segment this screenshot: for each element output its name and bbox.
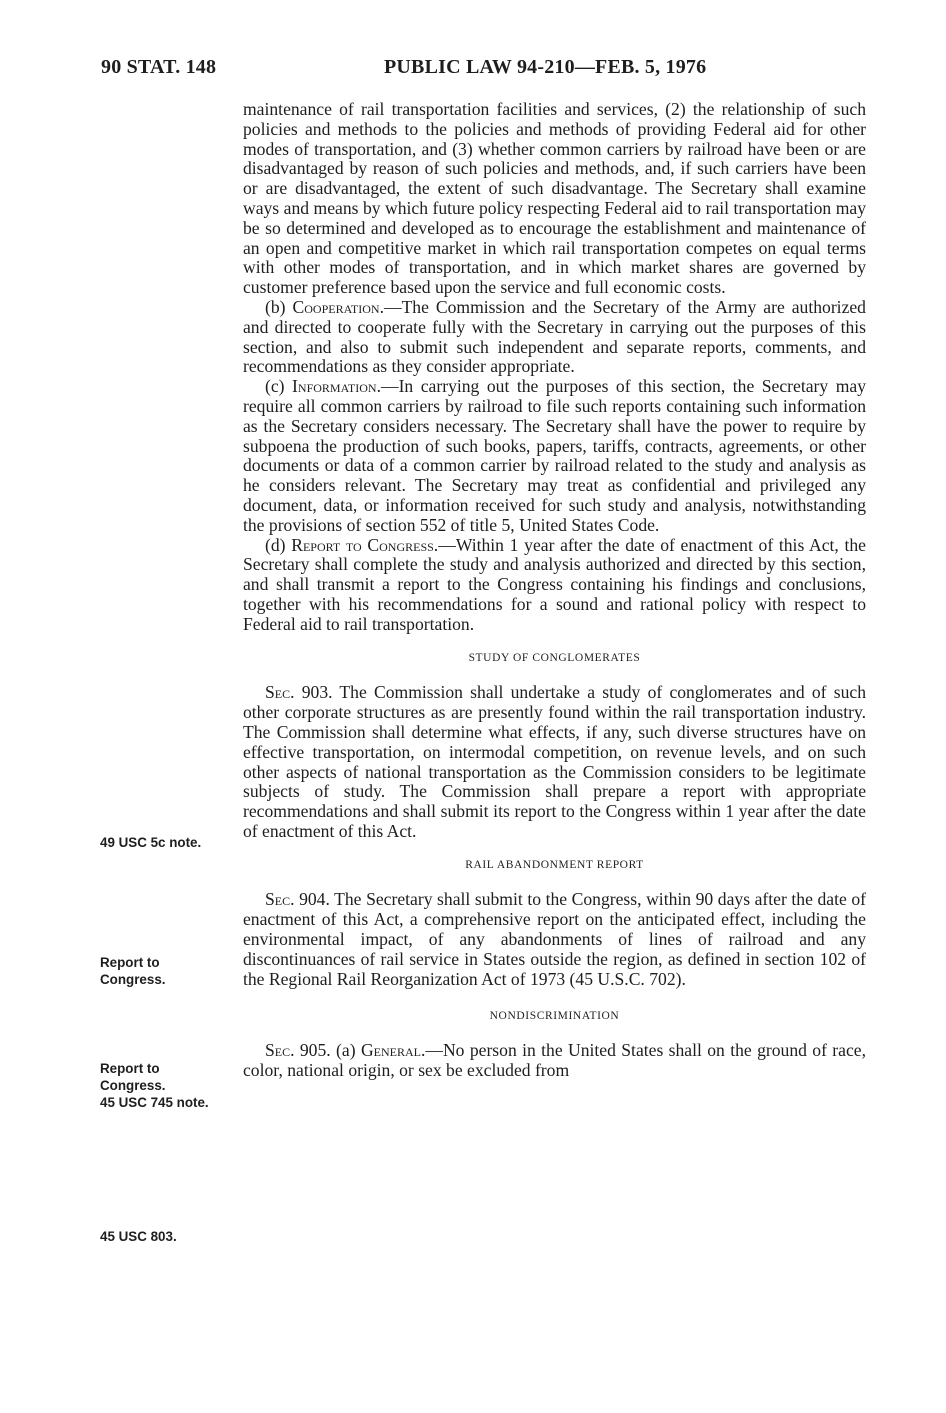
subsection-text: —The Commission and the Secretary of the Army are authorized and directed to cooperate fully with the Secretary in carrying out the purposes of this section, and also to submit such independent and separate reports, comments, and recommendations as they consider appropriate. <box>243 296 866 377</box>
subsection-label: (d) <box>265 534 286 555</box>
subsection-text: —Within 1 year after the date of enactment of this Act, the Secretary shall complete the study and analysis authorized and directed by this section, and shall transmit a report to the Congress containing his findings and conclusions, together with his recommendations for a sound and rational policy with respect to Federal aid to rail transportation. <box>243 534 866 634</box>
margin-note-line: Congress. <box>100 1078 166 1093</box>
subsection-label: (c) <box>265 376 285 397</box>
section-label: Sec. 903. <box>265 682 333 703</box>
heading-nondiscrimination: NONDISCRIMINATION <box>489 1010 620 1023</box>
heading-rail-abandonment: RAIL ABANDONMENT REPORT <box>465 858 644 871</box>
margin-note-line: Congress. <box>100 972 166 987</box>
statute-text <box>243 100 866 1081</box>
margin-note-usc-905: 45 USC 803. <box>100 1229 177 1244</box>
law-title: PUBLIC LAW 94-210—FEB. 5, 1976 <box>384 56 707 78</box>
subsection-heading: Cooperation. <box>292 296 384 317</box>
subsection-heading: Report to Congress. <box>291 534 439 555</box>
section-label: Sec. 905. <box>265 1040 331 1061</box>
margin-note-usc-904: 45 USC 745 note. <box>100 1095 209 1110</box>
section-text: —No person in the United States shall on the ground of race, color, national origin, or sex be excluded from <box>243 1040 866 1081</box>
continuation-paragraph: maintenance of rail transportation facilities and services, (2) the relationship of such policies and methods to the policies and methods of providing Federal aid for other modes of transportation, and (3) whether common carriers by railroad have been or are disadvantaged by reason of such policies and methods, and, if such carriers have been or are disadvantaged, the extent of such disadvantage. The Secretary shall examine ways and means by which future policy respecting Federal aid to rail transportation may be so determined and developed as to encourage the establishment and maintenance of an open and competitive market in which rail transportation competes on equal terms with other modes of transportation, and in which market shares are governed by customer preference based upon the service and full economic costs. <box>243 99 866 298</box>
paragraph-cooperation <box>243 298 866 377</box>
margin-note-line: Report to <box>100 955 160 970</box>
page-header <box>0 56 946 86</box>
section-text: The Commission shall undertake a study of conglomerates and of such other corporate structures as are presently found within the rail transportation industry. The Commission shall determine what effects, if any, such diverse structures have on effective transportation, on intermodal competition, on revenue levels, and on such other aspects of national transportation as the Commission considers to be legitimate subjects of study. The Commission shall prepare a report with appropriate recommendations and shall submit its report to the Congress within 1 year after the date of enactment of this Act. <box>243 682 866 841</box>
section-904 <box>243 890 866 989</box>
section-903 <box>243 683 866 841</box>
paragraph-information <box>243 377 866 535</box>
margin-note-usc-903: 49 USC 5c note. <box>100 835 202 850</box>
section-text: The Secretary shall submit to the Congress, within 90 days after the date of enactment of this Act, a comprehensive report on the anticipated effect, including the environmental impact, of any abandonments of lines of railroad and any discontinuances of rail service in States outside the region, as defined in section 102 of the Regional Rail Reorganization Act of 1973 (45 U.S.C. 702). <box>243 889 866 989</box>
statute-reference: 90 STAT. 148 <box>101 56 217 78</box>
heading-conglomerates: STUDY OF CONGLOMERATES <box>468 651 641 664</box>
section-905 <box>243 1041 866 1081</box>
margin-note-report-903 <box>100 954 165 988</box>
subsection-label: (a) <box>330 1040 361 1061</box>
margin-note-report-904 <box>100 1060 209 1111</box>
subsection-label: (b) <box>265 296 286 317</box>
subsection-text: —In carrying out the purposes of this section, the Secretary may require all common carriers by railroad to file such reports containing such information as the Secretary considers necessary. The Secretary shall have the power to require by subpoena the production of such books, papers, tariffs, contracts, agreements, or other documents or data of a common carrier by railroad related to the study and analysis as he considers relevant. The Secretary may treat as confidential and privileged any document, data, or information received for such study and analysis, notwithstanding the provisions of section 552 of title 5, United States Code. <box>243 376 866 535</box>
subsection-heading: Information. <box>292 376 381 397</box>
subsection-heading: General. <box>360 1040 426 1061</box>
margin-note-line: Report to <box>100 1061 160 1076</box>
paragraph-report <box>243 536 866 635</box>
section-label: Sec. 904. <box>265 889 330 910</box>
